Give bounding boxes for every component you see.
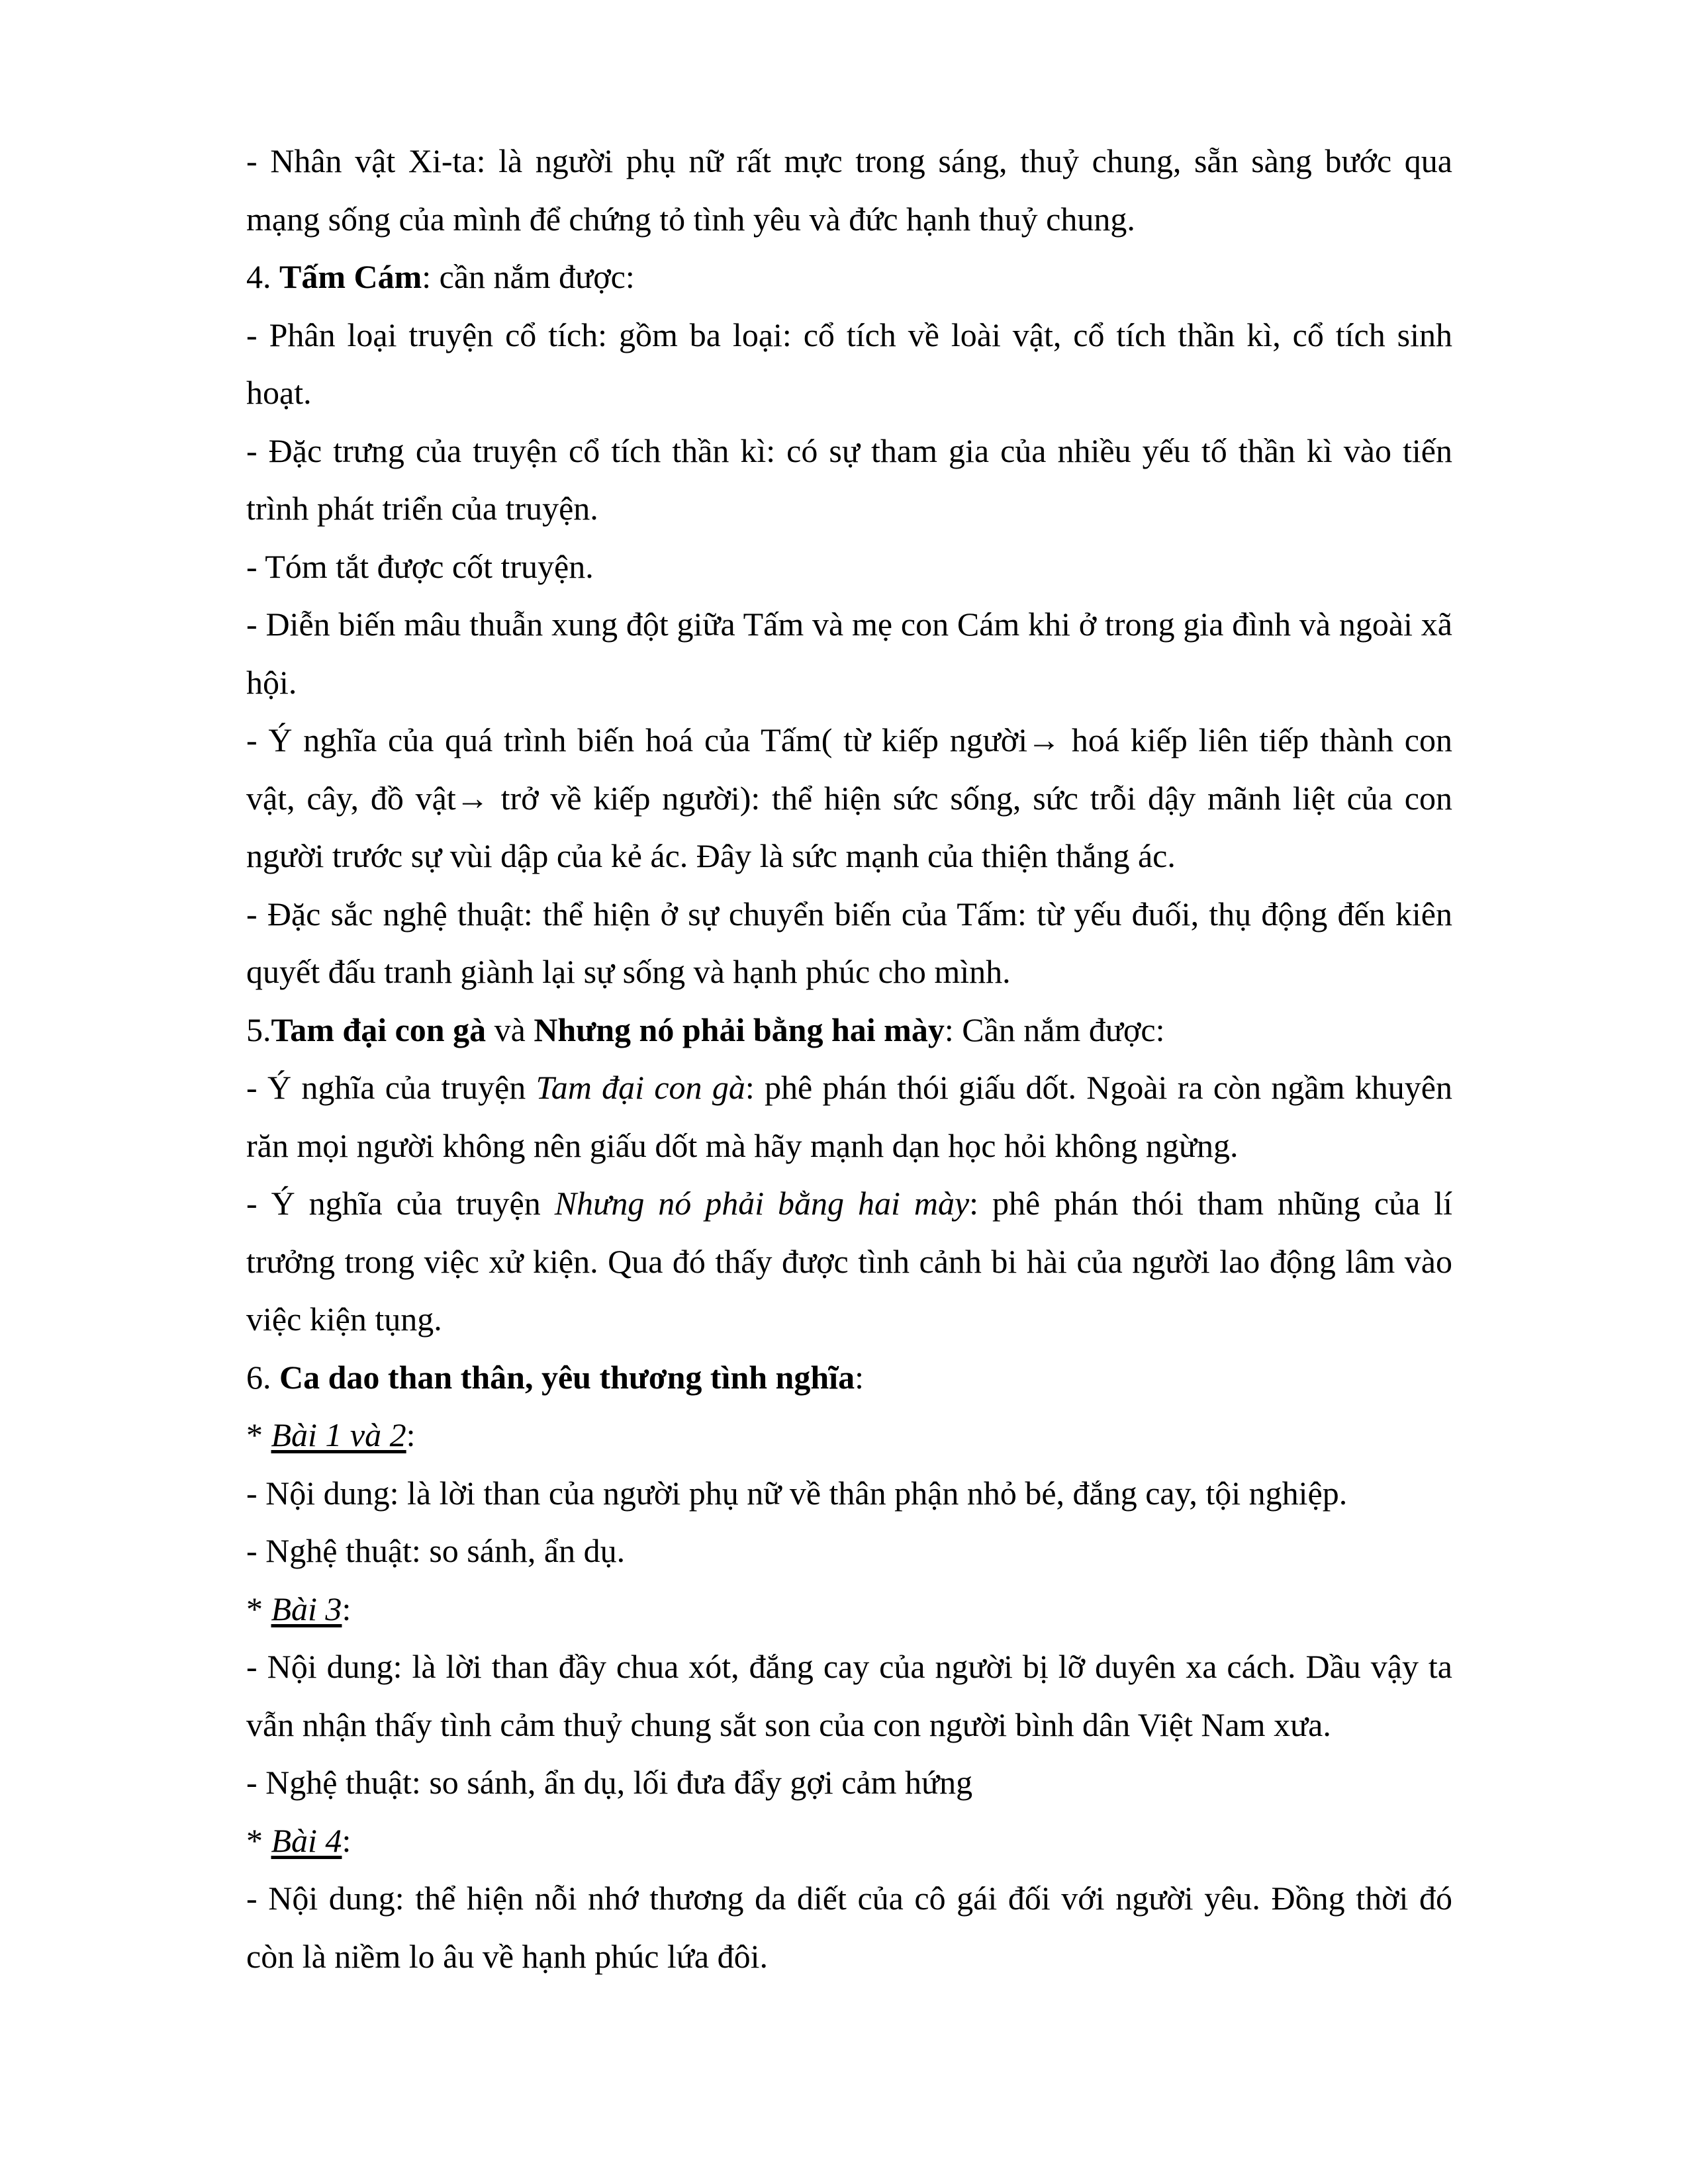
story-title-italic: Nhưng nó phải bằng hai mày xyxy=(554,1185,970,1222)
paragraph-text: - Nội dung: là lời than của người phụ nữ về thân phận nhỏ bé, đắng cay, tội nghiệp. xyxy=(246,1474,1348,1512)
subheading-suffix: : xyxy=(342,1821,352,1859)
bullet-star: * xyxy=(246,1416,271,1453)
section-title-b: Nhưng nó phải bằng hai mày xyxy=(534,1011,945,1048)
content-bai-3 xyxy=(246,1638,1452,1754)
paragraph-text: - Đặc sắc nghệ thuật: thể hiện ở sự chuyển biến của Tấm: từ yếu đuối, thụ động đến kiên quyết đấu tranh giành lại sự sống và hạnh phúc cho mình. xyxy=(246,895,1452,990)
subheading-suffix: : xyxy=(342,1590,352,1627)
subheading-bai-1-2 xyxy=(246,1406,1452,1465)
summary-paragraph xyxy=(246,538,1452,596)
subheading-suffix: : xyxy=(406,1416,416,1453)
section-conjunction: và xyxy=(486,1011,534,1048)
paragraph-suffix: : phê phán thói tham nhũng của lí trưởng trong việc xử kiện. Qua đó thấy được tình cảnh bi hài của người lao động lâm vào việc kiện tụng. xyxy=(246,1185,1452,1338)
section-title: Ca dao than thân, yêu thương tình nghĩa xyxy=(279,1358,855,1396)
paragraph-suffix: : phê phán thói giấu dốt. Ngoài ra còn ngầm khuyên răn mọi người không nên giấu dốt mà hãy mạnh dạn học hỏi không ngừng. xyxy=(246,1069,1452,1164)
paragraph-text: - Ý nghĩa của quá trình biến hoá của Tấm( từ kiếp người→ hoá kiếp liên tiếp thành con vật, cây, đồ vật→ trở về kiếp người): thể hiện sức sống, sức trỗi dậy mãnh liệt của con người trước sự vùi dập của kẻ ác. Đây là sức mạnh của thiện thắng ác. xyxy=(246,721,1452,874)
transformation-meaning-paragraph xyxy=(246,711,1452,886)
section-number: 5. xyxy=(246,1011,271,1048)
section-suffix: : xyxy=(855,1358,864,1396)
document-page xyxy=(246,132,1452,1985)
bullet-star: * xyxy=(246,1590,271,1627)
artistic-features-paragraph xyxy=(246,886,1452,1001)
paragraph-text: - Tóm tắt được cốt truyện. xyxy=(246,547,594,585)
story-title-italic: Tam đại con gà xyxy=(536,1069,745,1106)
art-bai-1-2 xyxy=(246,1522,1452,1580)
section-suffix: : Cần nắm được: xyxy=(944,1011,1165,1048)
paragraph-text: - Đặc trưng của truyện cổ tích thần kì: có sự tham gia của nhiều yếu tố thần kì vào tiến trình phát triển của truyện. xyxy=(246,432,1452,527)
classification-paragraph xyxy=(246,306,1452,422)
section-title-a: Tam đại con gà xyxy=(271,1011,487,1048)
subheading-bai-4 xyxy=(246,1812,1452,1870)
subheading-bai-3 xyxy=(246,1580,1452,1639)
paragraph-text: - Nội dung: thể hiện nỗi nhớ thương da diết của cô gái đối với người yêu. Đồng thời đó còn là niềm lo âu về hạnh phúc lứa đôi. xyxy=(246,1880,1452,1975)
paragraph-prefix: - Ý nghĩa của truyện xyxy=(246,1069,536,1106)
subheading-label: Bài 1 và 2 xyxy=(271,1416,406,1453)
art-bai-3 xyxy=(246,1754,1452,1812)
subheading-label: Bài 3 xyxy=(271,1590,342,1627)
section-heading-tam-cam xyxy=(246,248,1452,306)
paragraph-text: - Diễn biến mâu thuẫn xung đột giữa Tấm và mẹ con Cám khi ở trong gia đình và ngoài xã hội. xyxy=(246,606,1452,701)
section-heading-tam-dai xyxy=(246,1001,1452,1060)
paragraph-text: - Nội dung: là lời than đầy chua xót, đắng cay của người bị lỡ duyên xa cách. Dầu vậy ta vẫn nhận thấy tình cảm thuỷ chung sắt son của con người bình dân Việt Nam xưa. xyxy=(246,1648,1452,1743)
xita-character-paragraph xyxy=(246,132,1452,248)
meaning-hai-may-paragraph xyxy=(246,1175,1452,1349)
section-number: 6. xyxy=(246,1358,279,1396)
bullet-star: * xyxy=(246,1821,271,1859)
section-title: Tấm Cám xyxy=(279,258,422,295)
paragraph-text: - Nghệ thuật: so sánh, ẩn dụ, lối đưa đẩy gợi cảm hứng xyxy=(246,1764,973,1801)
content-bai-1-2 xyxy=(246,1465,1452,1523)
conflict-paragraph xyxy=(246,596,1452,711)
section-heading-ca-dao xyxy=(246,1349,1452,1407)
characteristics-paragraph xyxy=(246,422,1452,538)
paragraph-text: - Phân loại truyện cổ tích: gồm ba loại: cổ tích về loài vật, cổ tích thần kì, cổ tích sinh hoạt. xyxy=(246,316,1452,411)
paragraph-text: - Nhân vật Xi-ta: là người phụ nữ rất mực trong sáng, thuỷ chung, sẵn sàng bước qua mạng sống của mình để chứng tỏ tình yêu và đức hạnh thuỷ chung. xyxy=(246,142,1452,238)
meaning-tam-dai-paragraph xyxy=(246,1059,1452,1175)
content-bai-4 xyxy=(246,1870,1452,1985)
paragraph-prefix: - Ý nghĩa của truyện xyxy=(246,1185,555,1222)
section-number: 4. xyxy=(246,258,279,295)
subheading-label: Bài 4 xyxy=(271,1821,342,1859)
section-suffix: : cần nắm được: xyxy=(422,258,635,295)
paragraph-text: - Nghệ thuật: so sánh, ẩn dụ. xyxy=(246,1532,626,1569)
